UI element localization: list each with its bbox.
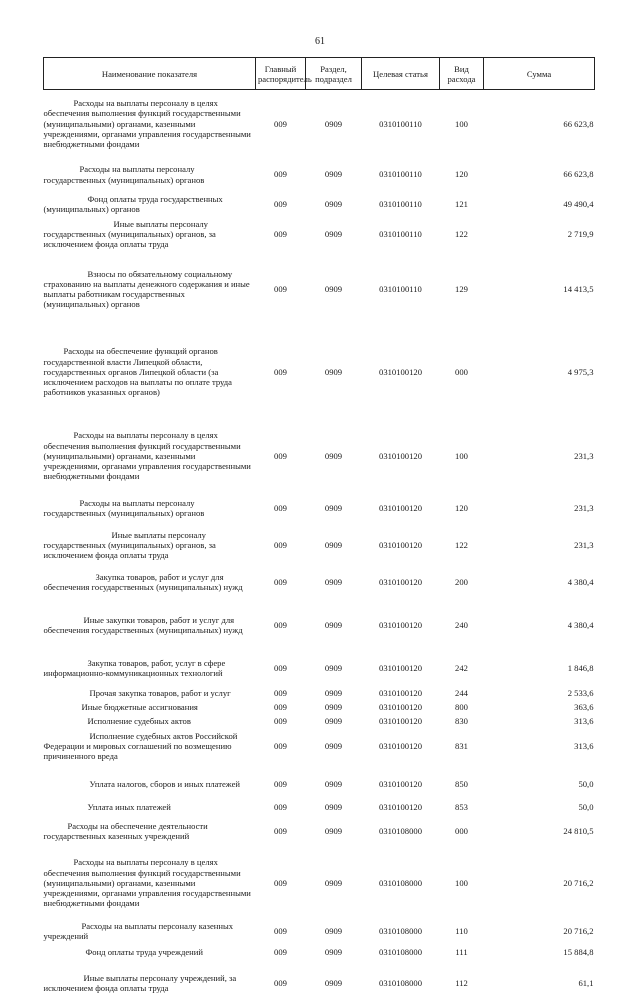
row-expense: 830 — [455, 715, 468, 726]
row-name: Закупка товаров, работ и услуг для обеспечения государственных (муниципальных) нужд — [43, 571, 243, 592]
row-sum: 231,3 — [574, 450, 594, 461]
row-sum: 4 975,3 — [567, 366, 594, 377]
row-sum: 363,6 — [574, 701, 594, 712]
row-name: Расходы на обеспечение деятельности государственных казенных учреждений — [43, 820, 208, 841]
row-target: 0310108000 — [379, 946, 422, 957]
table-row — [44, 800, 595, 814]
table-row — [44, 714, 595, 728]
row-section: 0909 — [324, 925, 343, 936]
row-name-cell — [44, 334, 256, 410]
row-section: 0909 — [324, 877, 343, 888]
row-expense: 120 — [455, 502, 468, 513]
row-expense: 200 — [455, 576, 468, 587]
row-admin: 009 — [274, 619, 287, 630]
row-spacer — [44, 320, 595, 334]
row-spacer — [44, 762, 595, 773]
row-name-cell — [44, 944, 256, 960]
row-section: 0909 — [324, 825, 343, 836]
row-name-cell — [44, 920, 256, 942]
row-admin: 009 — [274, 925, 287, 936]
table-row — [44, 334, 595, 410]
row-sum: 66 623,8 — [563, 169, 594, 180]
row-target: 0310100120 — [379, 687, 422, 698]
row-sum: 66 623,8 — [563, 118, 594, 129]
row-target: 0310100120 — [379, 701, 422, 712]
row-name: Расходы на выплаты персоналу в целях обеспечения выполнения функций государственными (муниципальными) органами, казенными учреждениями, органами управления государственными внебюджетными фондами — [43, 98, 251, 150]
table-row — [44, 158, 595, 192]
table-row — [44, 565, 595, 599]
row-admin: 009 — [274, 740, 287, 751]
row-name: Иные выплаты персоналу государственных (муниципальных) органов, за исключением фонда оплаты труда — [43, 218, 216, 249]
row-section: 0909 — [324, 283, 343, 294]
row-target: 0310100110 — [379, 169, 422, 180]
row-section: 0909 — [324, 662, 343, 673]
row-spacer-cell — [44, 251, 595, 258]
row-expense: 111 — [455, 946, 468, 957]
row-section: 0909 — [324, 778, 343, 789]
table-row — [44, 653, 595, 683]
row-target: 0310108000 — [379, 925, 422, 936]
row-spacer-cell — [44, 320, 595, 334]
row-spacer — [44, 599, 595, 606]
row-admin: 009 — [274, 701, 287, 712]
row-expense: 000 — [455, 825, 468, 836]
row-section: 0909 — [324, 198, 343, 209]
row-section: 0909 — [324, 977, 343, 988]
row-section: 0909 — [324, 118, 343, 129]
row-name-cell — [44, 966, 256, 1000]
table-row — [44, 944, 595, 960]
row-spacer-cell — [44, 644, 595, 653]
row-name-cell — [44, 773, 256, 795]
row-name: Исполнение судебных актов — [87, 715, 191, 726]
row-section: 0909 — [324, 701, 343, 712]
row-name: Расходы на обеспечение функций органов государственной власти Липецкой области, государственных органов Липецкой области (за исключением расходов на выплаты по оплате труда работников указанных органов) — [43, 346, 232, 398]
row-name-cell — [44, 714, 256, 728]
row-admin: 009 — [274, 118, 287, 129]
row-expense: 853 — [455, 801, 468, 812]
row-name: Расходы на выплаты персоналу государственных (муниципальных) органов — [43, 164, 205, 185]
header-name: Наименование показателя — [44, 58, 256, 90]
row-section: 0909 — [324, 740, 343, 751]
row-spacer — [44, 410, 595, 423]
row-name: Расходы на выплаты персоналу в целях обеспечения выполнения функций государственными (муниципальными) органами, казенными учреждениями, органами управления государственными внебюджетными фондами — [43, 430, 251, 482]
table-row — [44, 773, 595, 795]
table-body — [44, 90, 595, 1000]
row-section: 0909 — [324, 715, 343, 726]
row-name-cell — [44, 491, 256, 525]
row-name-cell — [44, 565, 256, 599]
row-name-cell — [44, 423, 256, 489]
row-spacer-cell — [44, 599, 595, 606]
row-admin: 009 — [274, 662, 287, 673]
row-name: Расходы на выплаты персоналу в целях обеспечения выполнения функций государственными (муниципальными) органами, казенными учреждениями, органами управления государственными внебюджетными фондами — [43, 857, 251, 909]
table-row — [44, 258, 595, 320]
row-target: 0310100120 — [379, 715, 422, 726]
row-expense: 240 — [455, 619, 468, 630]
header-section: Раздел, подраздел — [306, 58, 362, 90]
table-row — [44, 966, 595, 1000]
row-expense: 100 — [455, 877, 468, 888]
row-sum: 24 810,5 — [563, 825, 594, 836]
row-admin: 009 — [274, 450, 287, 461]
row-admin: 009 — [274, 946, 287, 957]
row-sum: 50,0 — [578, 778, 594, 789]
row-expense: 110 — [455, 925, 468, 936]
row-name-cell — [44, 217, 256, 251]
row-name-cell — [44, 528, 256, 562]
row-section: 0909 — [324, 228, 343, 239]
table-row — [44, 90, 595, 158]
row-name-cell — [44, 90, 256, 158]
row-expense: 244 — [455, 687, 468, 698]
row-sum: 20 716,2 — [563, 925, 594, 936]
row-name-cell — [44, 194, 256, 214]
table-row — [44, 700, 595, 714]
row-name-cell — [44, 606, 256, 644]
row-expense: 120 — [455, 169, 468, 180]
row-expense: 850 — [455, 778, 468, 789]
row-sum: 61,1 — [578, 977, 594, 988]
table-row — [44, 217, 595, 251]
row-section: 0909 — [324, 687, 343, 698]
row-name-cell — [44, 800, 256, 814]
header-sum: Сумма — [484, 58, 595, 90]
row-spacer — [44, 251, 595, 258]
row-expense: 100 — [455, 450, 468, 461]
row-section: 0909 — [324, 366, 343, 377]
row-name-cell — [44, 816, 256, 846]
row-section: 0909 — [324, 946, 343, 957]
row-target: 0310100120 — [379, 502, 422, 513]
row-admin: 009 — [274, 778, 287, 789]
row-section: 0909 — [324, 169, 343, 180]
row-name: Закупка товаров, работ, услуг в сфере информационно-коммуникационных технологий — [43, 657, 226, 678]
row-section: 0909 — [324, 619, 343, 630]
row-expense: 121 — [455, 198, 468, 209]
row-name-cell — [44, 653, 256, 683]
row-name: Иные выплаты персоналу учреждений, за исключением фонда оплаты труда — [43, 972, 237, 993]
row-expense: 831 — [455, 740, 468, 751]
row-target: 0310100110 — [379, 198, 422, 209]
row-expense: 129 — [455, 283, 468, 294]
row-name: Иные выплаты персоналу государственных (муниципальных) органов, за исключением фонда оплаты труда — [43, 529, 216, 560]
row-sum: 4 380,4 — [567, 619, 594, 630]
row-target: 0310100120 — [379, 366, 422, 377]
row-name-cell — [44, 258, 256, 320]
header-admin: Главный распорядитель — [256, 58, 306, 90]
row-section: 0909 — [324, 576, 343, 587]
table-row — [44, 491, 595, 525]
row-sum: 50,0 — [578, 801, 594, 812]
row-admin: 009 — [274, 283, 287, 294]
row-name: Иные бюджетные ассигнования — [81, 701, 198, 712]
row-admin: 009 — [274, 877, 287, 888]
row-target: 0310100120 — [379, 662, 422, 673]
row-expense: 242 — [455, 662, 468, 673]
row-target: 0310100110 — [379, 118, 422, 129]
row-admin: 009 — [274, 502, 287, 513]
row-target: 0310100120 — [379, 450, 422, 461]
row-target: 0310108000 — [379, 977, 422, 988]
table-row — [44, 730, 595, 762]
table-row — [44, 194, 595, 214]
row-expense: 100 — [455, 118, 468, 129]
row-name: Фонд оплаты труда учреждений — [85, 946, 203, 957]
row-sum: 313,6 — [574, 740, 594, 751]
row-name: Прочая закупка товаров, работ и услуг — [89, 687, 231, 698]
row-target: 0310108000 — [379, 877, 422, 888]
row-section: 0909 — [324, 450, 343, 461]
row-target: 0310100120 — [379, 576, 422, 587]
row-name: Расходы на выплаты персоналу государственных (муниципальных) органов — [43, 497, 205, 518]
row-sum: 49 490,4 — [563, 198, 594, 209]
row-expense: 122 — [455, 228, 468, 239]
table-row — [44, 686, 595, 700]
row-target: 0310100120 — [379, 740, 422, 751]
row-sum: 2 719,9 — [567, 228, 594, 239]
table-header-row — [44, 58, 595, 90]
row-expense: 112 — [455, 977, 468, 988]
row-admin: 009 — [274, 715, 287, 726]
table-row — [44, 816, 595, 846]
table-row — [44, 606, 595, 644]
row-sum: 231,3 — [574, 539, 594, 550]
row-name-cell — [44, 686, 256, 700]
row-admin: 009 — [274, 687, 287, 698]
row-sum: 20 716,2 — [563, 877, 594, 888]
row-admin: 009 — [274, 198, 287, 209]
row-sum: 14 413,5 — [563, 283, 594, 294]
row-admin: 009 — [274, 977, 287, 988]
budget-table — [43, 57, 595, 1000]
row-name: Расходы на выплаты персоналу казенных учреждений — [43, 920, 234, 941]
table-row — [44, 423, 595, 489]
row-admin: 009 — [274, 801, 287, 812]
row-expense: 122 — [455, 539, 468, 550]
row-expense: 800 — [455, 701, 468, 712]
row-admin: 009 — [274, 366, 287, 377]
row-name: Уплата налогов, сборов и иных платежей — [89, 778, 241, 789]
row-spacer-cell — [44, 410, 595, 423]
row-target: 0310100120 — [379, 619, 422, 630]
row-name: Иные закупки товаров, работ и услуг для обеспечения государственных (муниципальных) нужд — [43, 614, 243, 635]
row-name: Уплата иных платежей — [87, 801, 171, 812]
row-section: 0909 — [324, 502, 343, 513]
table-row — [44, 528, 595, 562]
row-admin: 009 — [274, 169, 287, 180]
row-sum: 2 533,6 — [567, 687, 594, 698]
row-section: 0909 — [324, 801, 343, 812]
row-sum: 231,3 — [574, 502, 594, 513]
row-sum: 1 846,8 — [567, 662, 594, 673]
row-target: 0310100120 — [379, 539, 422, 550]
row-target: 0310100120 — [379, 778, 422, 789]
row-spacer-cell — [44, 762, 595, 773]
row-target: 0310108000 — [379, 825, 422, 836]
row-sum: 4 380,4 — [567, 576, 594, 587]
row-admin: 009 — [274, 825, 287, 836]
row-name-cell — [44, 700, 256, 714]
header-expense: Вид расхода — [440, 58, 484, 90]
table-row — [44, 920, 595, 942]
header-target: Целевая статья — [362, 58, 440, 90]
row-name: Фонд оплаты труда государственных (муниципальных) органов — [43, 193, 223, 214]
row-admin: 009 — [274, 228, 287, 239]
row-expense: 000 — [455, 366, 468, 377]
row-admin: 009 — [274, 539, 287, 550]
row-target: 0310100110 — [379, 228, 422, 239]
row-sum: 313,6 — [574, 715, 594, 726]
row-sum: 15 884,8 — [563, 946, 594, 957]
row-name-cell — [44, 158, 256, 192]
row-target: 0310100120 — [379, 801, 422, 812]
row-name-cell — [44, 730, 256, 762]
page-number: 61 — [315, 36, 325, 47]
row-admin: 009 — [274, 576, 287, 587]
row-name: Исполнение судебных актов Российской Федерации и мировых соглашений по возмещению причиненного вреда — [43, 730, 238, 761]
row-spacer — [44, 644, 595, 653]
row-name: Взносы по обязательному социальному страхованию на выплаты денежного содержания и иные выплаты работникам государственных (муниципальных) органов — [43, 268, 250, 310]
row-section: 0909 — [324, 539, 343, 550]
row-target: 0310100110 — [379, 283, 422, 294]
